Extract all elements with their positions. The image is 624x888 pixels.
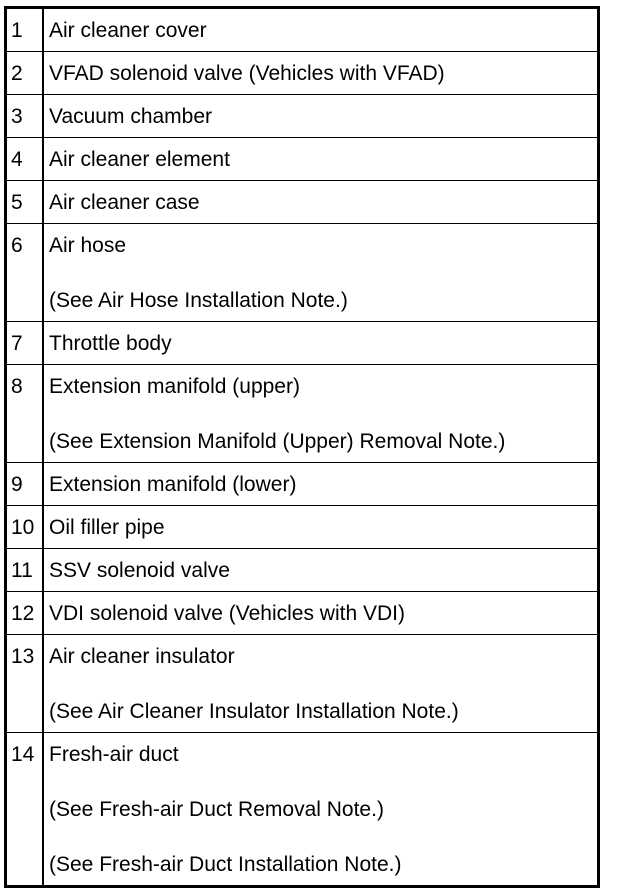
item-number: 1 xyxy=(6,8,44,52)
part-name: SSV solenoid valve xyxy=(49,559,230,582)
part-name: Air hose xyxy=(49,234,127,257)
item-description xyxy=(43,463,599,506)
part-name: Air cleaner element xyxy=(49,148,230,171)
reference-note: (See Air Hose Installation Note.) xyxy=(49,289,348,312)
item-description xyxy=(43,549,599,592)
part-name: Fresh-air duct xyxy=(49,743,179,766)
table-row xyxy=(6,322,599,365)
part-name: VFAD solenoid valve (Vehicles with VFAD) xyxy=(49,62,445,85)
item-description xyxy=(43,506,599,549)
part-name: Throttle body xyxy=(49,332,172,355)
item-number: 14 xyxy=(6,733,44,887)
table-row xyxy=(6,181,599,224)
parts-table xyxy=(4,6,600,888)
part-name: Air cleaner cover xyxy=(49,19,207,42)
part-name: Air cleaner insulator xyxy=(49,645,235,668)
item-description xyxy=(43,8,599,52)
table-row xyxy=(6,463,599,506)
item-description xyxy=(43,181,599,224)
item-number: 7 xyxy=(6,322,44,365)
item-description xyxy=(43,224,599,322)
item-description xyxy=(43,592,599,635)
parts-table-body xyxy=(6,8,599,887)
item-number: 4 xyxy=(6,138,44,181)
reference-note: (See Air Cleaner Insulator Installation Note.) xyxy=(49,700,459,723)
table-row xyxy=(6,52,599,95)
table-row xyxy=(6,592,599,635)
part-name: Air cleaner case xyxy=(49,191,200,214)
item-number: 13 xyxy=(6,635,44,733)
item-description xyxy=(43,322,599,365)
item-description xyxy=(43,635,599,733)
table-row xyxy=(6,635,599,733)
item-description xyxy=(43,365,599,463)
item-number: 6 xyxy=(6,224,44,322)
table-row xyxy=(6,365,599,463)
item-description xyxy=(43,95,599,138)
table-row xyxy=(6,733,599,887)
part-name: VDI solenoid valve (Vehicles with VDI) xyxy=(49,602,405,625)
item-number: 3 xyxy=(6,95,44,138)
reference-note: (See Extension Manifold (Upper) Removal Note.) xyxy=(49,430,506,453)
table-row xyxy=(6,224,599,322)
reference-note: (See Fresh-air Duct Installation Note.) xyxy=(49,853,402,876)
item-number: 8 xyxy=(6,365,44,463)
item-description xyxy=(43,52,599,95)
reference-note: (See Fresh-air Duct Removal Note.) xyxy=(49,798,384,821)
item-number: 2 xyxy=(6,52,44,95)
part-name: Extension manifold (upper) xyxy=(49,375,300,398)
table-row xyxy=(6,8,599,52)
item-description xyxy=(43,138,599,181)
part-name: Oil filler pipe xyxy=(49,516,165,539)
part-name: Vacuum chamber xyxy=(49,105,213,128)
table-row xyxy=(6,138,599,181)
table-row xyxy=(6,506,599,549)
item-number: 9 xyxy=(6,463,44,506)
item-number: 12 xyxy=(6,592,44,635)
item-description xyxy=(43,733,599,887)
table-row xyxy=(6,95,599,138)
part-name: Extension manifold (lower) xyxy=(49,473,297,496)
item-number: 11 xyxy=(6,549,44,592)
item-number: 5 xyxy=(6,181,44,224)
item-number: 10 xyxy=(6,506,44,549)
table-row xyxy=(6,549,599,592)
